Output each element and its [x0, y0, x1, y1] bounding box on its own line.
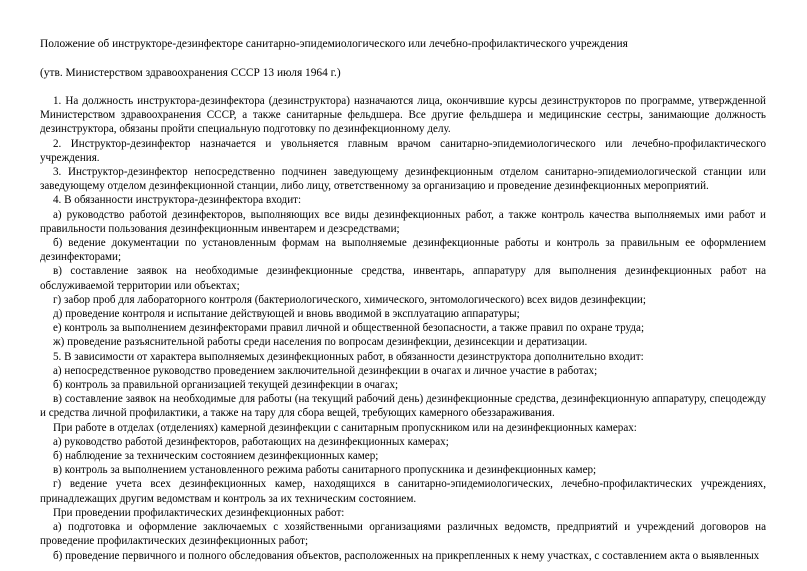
paragraph-chamber-g: г) ведение учета всех дезинфекционных камер, находящихся в санитарно-эпидемиологических, лечебно-профилактических учреждениях, принадлежащих другим ведомствам и контроль за их техническим состоянием.: [40, 478, 766, 505]
paragraph-5a: а) непосредственное руководство проведением заключительной дезинфекции в очагах и личное участие в работах;: [53, 364, 598, 377]
paragraph-4e: е) контроль за выполнением дезинфекторами правил личной и общественной безопасности, а также правил по охране труда;: [53, 322, 645, 335]
paragraph-3: 3. Инструктор-дезинфектор непосредственно подчинен заведующему дезинфекционным отделом санитарно-эпидемиологической станции или заведующему отделом дезинфекционной станции, либо лицу, ответственному за организацию и проведение дезинфекционных мероприятий.: [40, 166, 766, 193]
approval-note: (утв. Министерством здравоохранения СССР 13 июля 1964 г.): [40, 67, 341, 79]
paragraph-4a: а) руководство работой дезинфекторов, выполняющих все виды дезинфекционных работ, а также контроль качества выполняемых ими работ и правильности пользования дезинфекционным инвентарем и дезсредствами;: [40, 208, 766, 235]
paragraph-chamber-intro: При работе в отделах (отделениях) камерной дезинфекции с санитарным пропускником или на дезинфекционных камерах:: [53, 421, 637, 434]
paragraph-prophylactic-a: а) подготовка и оформление заключаемых с хозяйственными организациями различных ведомств, предприятий и учреждений договоров на проведение профилактических дезинфекционных работ;: [40, 521, 766, 548]
paragraph-chamber-v: в) контроль за выполнением установленного режима работы санитарного пропускника и дезинфекционных камер;: [53, 464, 597, 477]
paragraph-4zh: ж) проведение разъяснительной работы среди населения по вопросам дезинфекции, дезинсекции и дератизации.: [53, 336, 588, 349]
paragraph-4: 4. В обязанности инструктора-дезинфектора входит:: [53, 194, 302, 207]
paragraph-prophylactic-b: б) проведение первичного и полного обследования объектов, расположенных на прикрепленных к нему участках, с составлением акта о выявленных: [53, 549, 760, 562]
paragraph-2: 2. Инструктор-дезинфектор назначается и увольняется главным врачом санитарно-эпидемиологического или лечебно-профилактического учреждения.: [40, 137, 766, 164]
paragraph-4v: в) составление заявок на необходимые дезинфекционные средства, инвентарь, аппаратуру для выполнения дезинфекционных работ на обслуживаемой территории или объектах;: [40, 265, 766, 292]
paragraph-prophylactic-intro: При проведении профилактических дезинфекционных работ:: [53, 506, 345, 519]
document-page: [40, 37, 766, 563]
paragraph-chamber-a: а) руководство работой дезинфекторов, работающих на дезинфекционных камерах;: [53, 435, 449, 448]
paragraph-chamber-b: б) наблюдение за техническим состоянием дезинфекционных камер;: [53, 450, 379, 463]
paragraph-5v: в) составление заявок на необходимые для работы (на текущий рабочий день) дезинфекционные средства, дезинфекционную аппаратуру, спецодежду и средства личной профилактики, а также на тару для сбора вещей, требующих камерного обеззараживания.: [40, 393, 766, 420]
paragraph-4g: г) забор проб для лабораторного контроля (бактериологического, химического, энтомологического) всех видов дезинфекции;: [53, 293, 646, 306]
paragraph-5b: б) контроль за правильной организацией текущей дезинфекции в очагах;: [53, 379, 399, 392]
paragraph-4b: б) ведение документации по установленным формам на выполняемые дезинфекционные работы и контроль за правильным ее оформлением дезинфекторами;: [40, 237, 766, 264]
document-title: Положение об инструкторе-дезинфекторе санитарно-эпидемиологического или лечебно-профилактического учреждения: [40, 38, 628, 50]
paragraph-4d: д) проведение контроля и испытание действующей и вновь вводимой в эксплуатацию аппаратуры;: [53, 308, 520, 321]
document-body: [40, 94, 766, 563]
paragraph-1: 1. На должность инструктора-дезинфектора (дезинструктора) назначаются лица, окончившие курсы дезинструкторов по программе, утвержденной Министерством здравоохранения СССР, а также санитарные фельдшера. Все другие фельдшера и медицинские сестры, занимающие должность дезинструктора, обязаны пройти специальную подготовку по дезинфекционному делу.: [40, 95, 766, 136]
paragraph-5: 5. В зависимости от характера выполняемых дезинфекционных работ, в обязанности дезинструктора дополнительно входит:: [53, 350, 644, 363]
